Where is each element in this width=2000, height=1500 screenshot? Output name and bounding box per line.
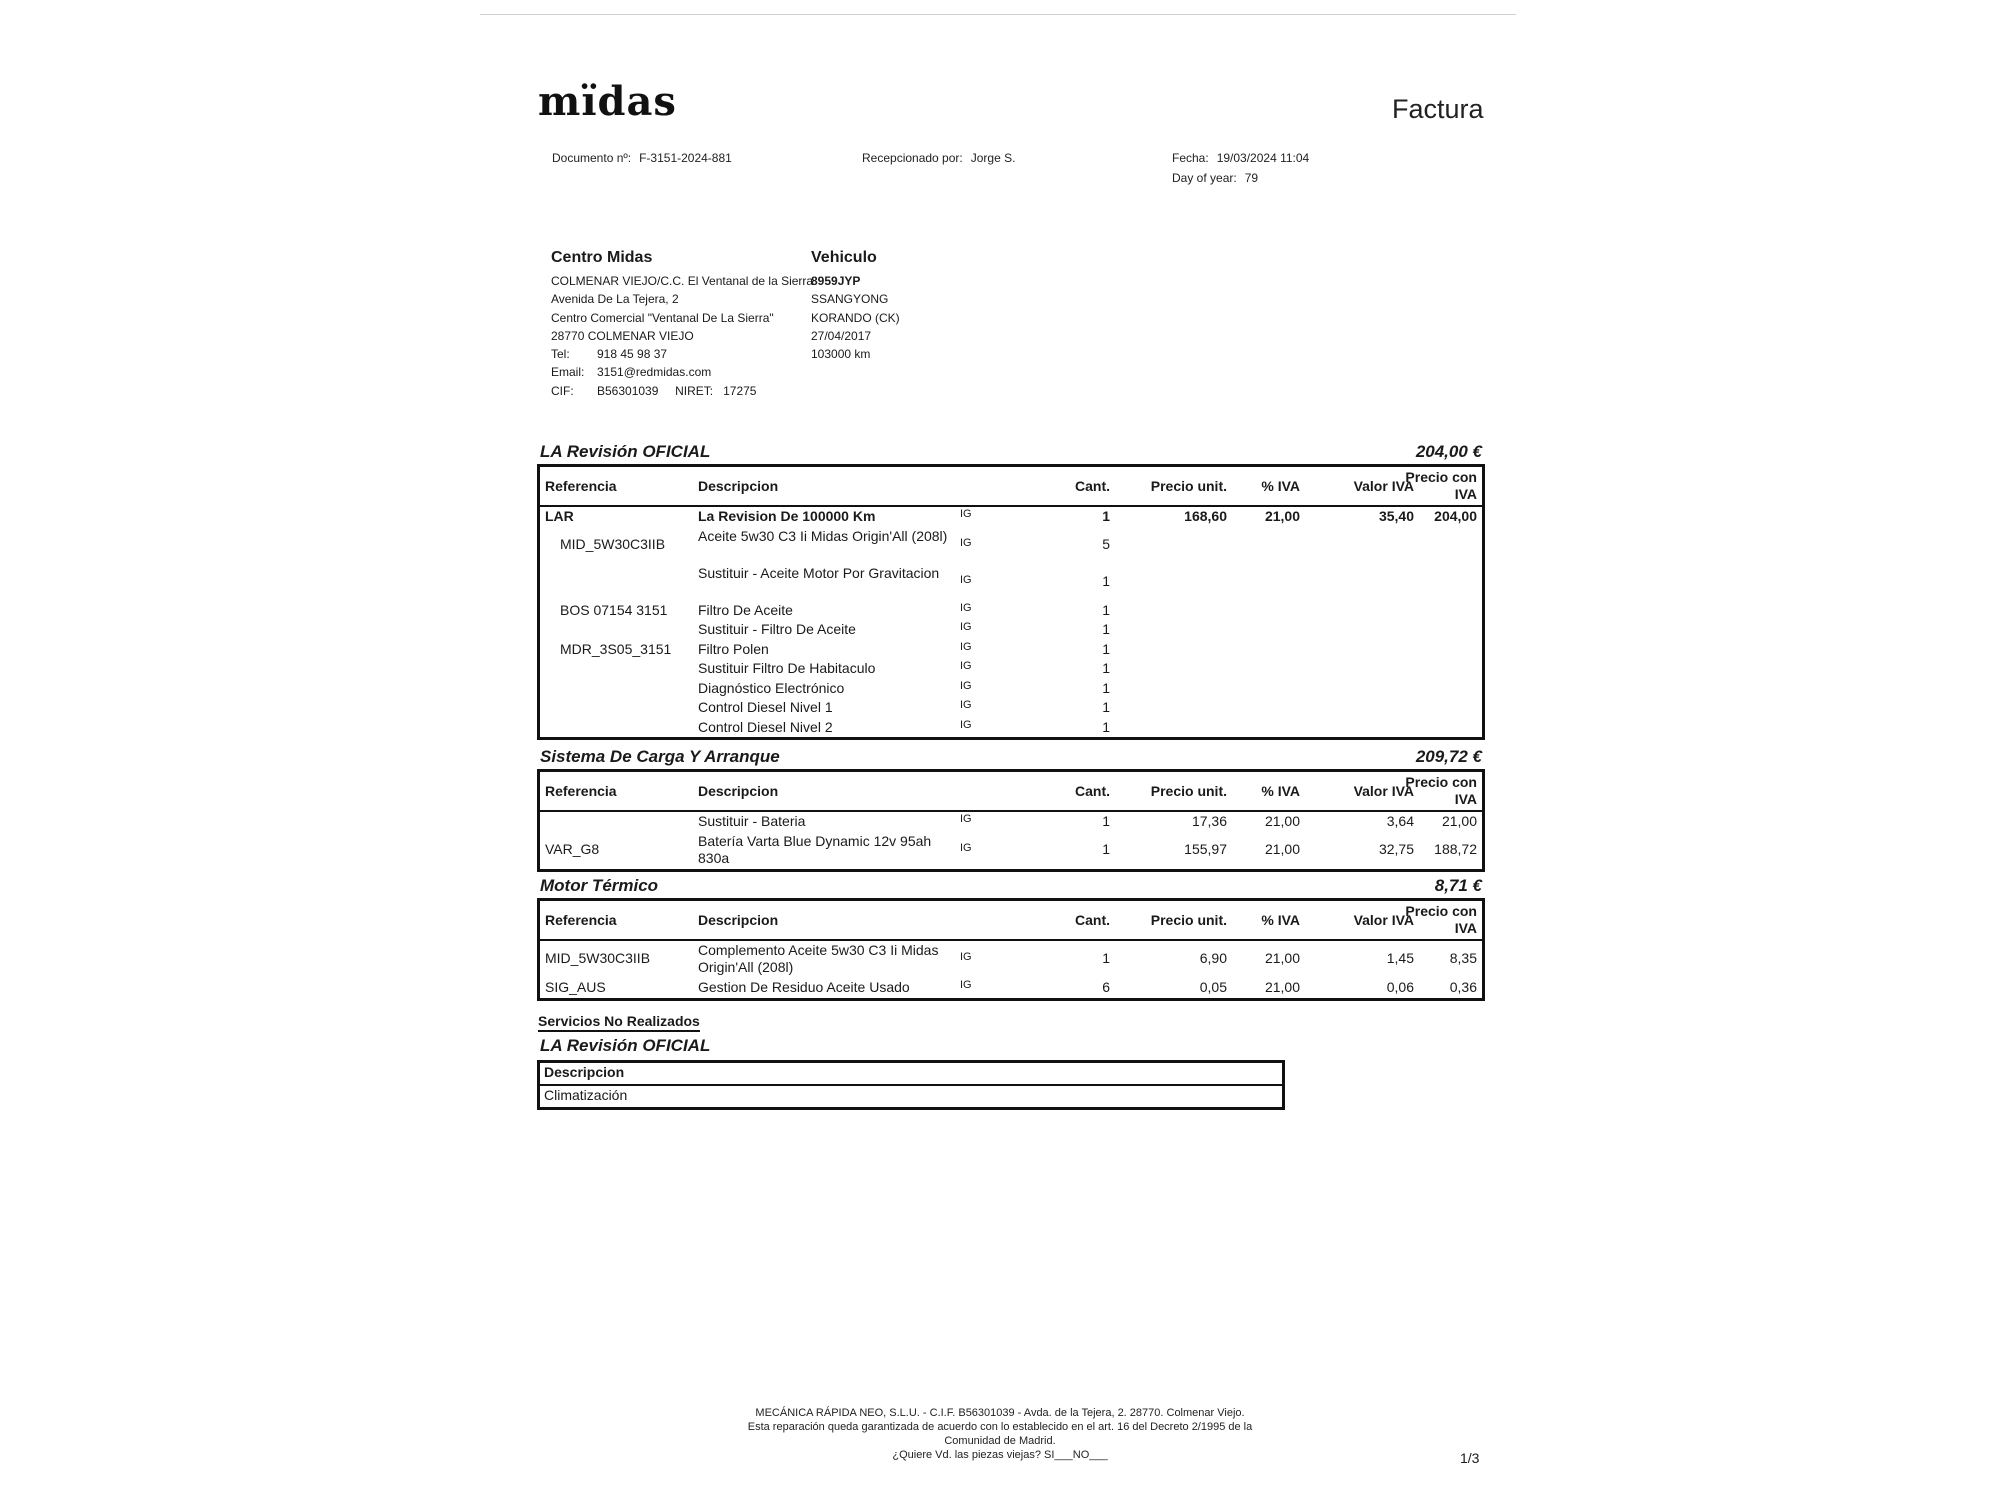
centro-title: Centro Midas xyxy=(551,249,653,266)
table-row: LAR La Revision De 100000 Km IG 1 168,60 21,00 35,40 204,00 xyxy=(545,508,1477,524)
table-row: SIG_AUS Gestion De Residuo Aceite Usado IG 6 0,05 21,00 0,06 0,36 xyxy=(545,979,1477,995)
items-table xyxy=(537,769,1485,872)
table-row: MID_5W30C3IIB Aceite 5w30 C3 Ii Midas Origin'All (208l) IG 5 xyxy=(560,527,1110,552)
table-header: Referencia Descripcion Cant. Precio unit. % IVA Valor IVA Precio con IVA xyxy=(540,772,1482,812)
top-rule xyxy=(480,14,1516,15)
vehiculo-details: 8959JYP SSANGYONG KORANDO (CK) 27/04/2017 103000 km xyxy=(811,274,900,362)
section-total: 8,71 € xyxy=(1434,876,1482,895)
section-total: 204,00 € xyxy=(1415,442,1482,461)
section-total: 209,72 € xyxy=(1415,747,1482,766)
section-title: LA Revisión OFICIAL 204,00 € xyxy=(540,442,1482,461)
items-table xyxy=(537,464,1485,740)
services-not-done-title: Servicios No Realizados xyxy=(538,1013,700,1032)
items-table xyxy=(537,898,1485,1001)
centro-email: Email: 3151@redmidas.com xyxy=(551,365,712,380)
table-row: Climatización xyxy=(544,1087,628,1103)
table-header: Referencia Descripcion Cant. Precio unit. % IVA Valor IVA Precio con IVA xyxy=(540,467,1482,507)
midas-logo: mïdas xyxy=(538,78,677,125)
table-row: BOS 07154 3151 Filtro De Aceite IG 1 xyxy=(560,601,1110,618)
table-header: Descripcion xyxy=(540,1063,1282,1086)
table-row: Diagnóstico Electrónico IG 1 xyxy=(698,679,1110,696)
vehiculo-title: Vehiculo xyxy=(811,249,877,266)
table-row: MDR_3S05_3151 Filtro Polen IG 1 xyxy=(560,640,1110,657)
table-header: Referencia Descripcion Cant. Precio unit. % IVA Valor IVA Precio con IVA xyxy=(540,901,1482,941)
table-row: MID_5W30C3IIB Complemento Aceite 5w30 C3 Ii Midas Origin'All (208l) IG 1 6,90 21,00 1,45 8,35 xyxy=(545,942,1477,975)
section-title: Motor Térmico 8,71 € xyxy=(540,876,1482,895)
section-title: LA Revisión OFICIAL xyxy=(540,1036,711,1055)
table-row: Control Diesel Nivel 1 IG 1 xyxy=(698,699,1110,715)
table-row: Sustituir - Filtro De Aceite IG 1 xyxy=(698,621,1110,637)
table-row: Sustituir Filtro De Habitaculo IG 1 xyxy=(698,660,1110,676)
received-by: Recepcionado por: Jorge S. xyxy=(862,151,1016,165)
table-row: Sustituir - Aceite Motor Por Gravitacion IG 1 xyxy=(698,564,1110,589)
centro-tel: Tel: 918 45 98 37 xyxy=(551,347,668,362)
table-row: VAR_G8 Batería Varta Blue Dynamic 12v 95ah 830a IG 1 155,97 21,00 32,75 188,72 xyxy=(545,832,1477,866)
document-number: Documento nº: F-3151-2024-881 xyxy=(552,151,732,165)
table-row: Control Diesel Nivel 2 IG 1 xyxy=(698,718,1110,735)
services-not-done-table xyxy=(537,1060,1285,1110)
legal-footer: MECÁNICA RÁPIDA NEO, S.L.U. - C.I.F. B56301039 - Avda. de la Tejera, 2. 28770. Colmenar Viejo. Esta reparación queda garantizada de acuerdo con lo establecido en el art. 16 del Decreto 2/1995 de la Comunidad de Madrid. ¿Quiere Vd. las piezas viejas? SI___NO___ xyxy=(747,1407,1253,1461)
centro-details: COLMENAR VIEJO/C.C. El Ventanal de la Sierra Avenida De La Tejera, 2 Centro Comercial "Ventanal De La Sierra" 28770 COLMENAR VIEJO Tel: 918 45 98 37 Email: 3151@redmidas.com CIF: B56301039 NIRET: 17275 xyxy=(551,272,813,400)
document-title: Factura xyxy=(1392,94,1484,124)
invoice-date: Fecha: 19/03/2024 11:04 xyxy=(1172,151,1310,165)
centro-cif: CIF: B56301039 NIRET: 17275 xyxy=(551,383,757,398)
section-title: Sistema De Carga Y Arranque 209,72 € xyxy=(540,747,1482,766)
page-number: 1/3 xyxy=(1460,1450,1480,1466)
table-row: Sustituir - Bateria IG 1 17,36 21,00 3,64 21,00 xyxy=(698,813,1477,829)
day-of-year: Day of year: 79 xyxy=(1172,171,1259,185)
